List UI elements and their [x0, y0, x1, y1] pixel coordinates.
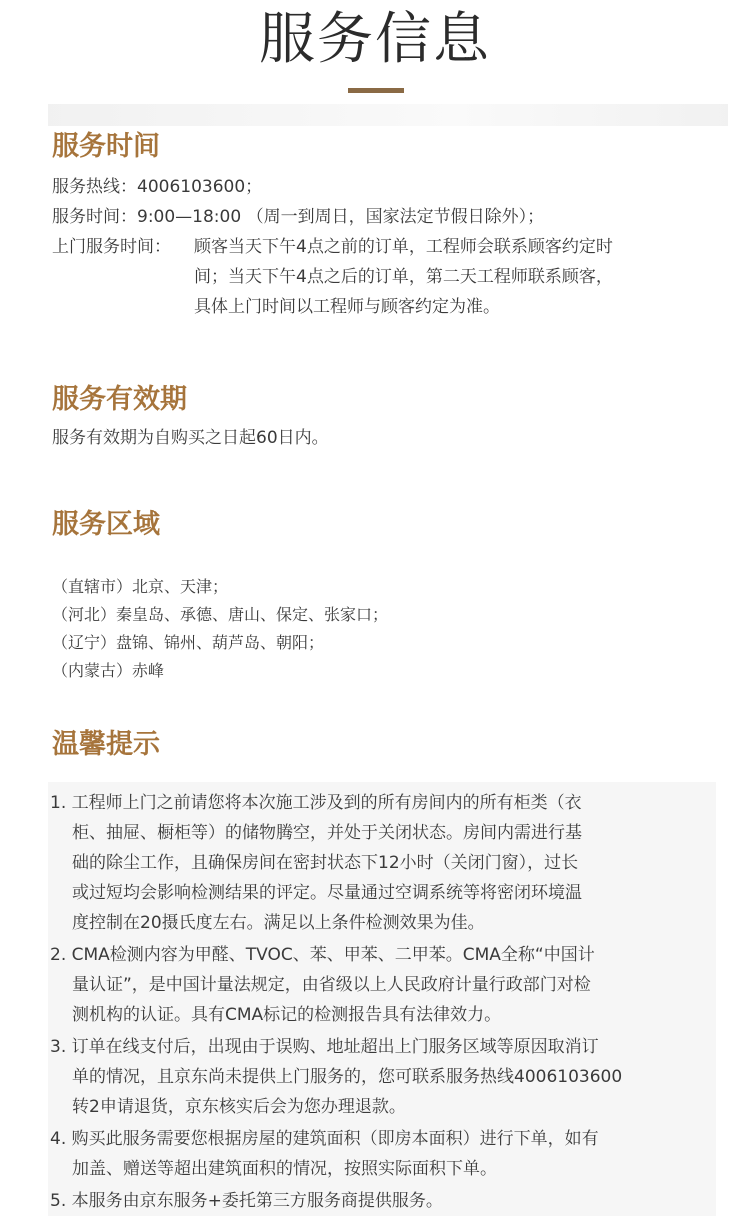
tip-line: 加盖、赠送等超出建筑面积的情况，按照实际面积下单。: [72, 1159, 497, 1179]
tips-heading: 温馨提示: [52, 729, 160, 760]
title-underline: [348, 88, 404, 93]
hotline-value: 4006103600；: [137, 177, 263, 197]
hotline-row: [52, 172, 262, 202]
tip-line: 度控制在20摄氏度左右。满足以上条件检测效果为佳。: [72, 913, 485, 933]
tip-line: 1. 工程师上门之前请您将本次施工涉及到的所有房间内的所有柜类（衣: [50, 793, 582, 813]
hours-row: [52, 202, 544, 232]
visit-line: 间；当天下午4点之后的订单，第二天工程师联系顾客，: [194, 267, 613, 287]
area-line: （直辖市）北京、天津；: [52, 577, 229, 596]
hours-value: 9:00—18:00 （周一到周日，国家法定节假日除外）；: [137, 207, 545, 227]
tip-line: 或过短均会影响检测结果的评定。尽量通过空调系统等将密闭环境温: [72, 883, 582, 903]
area-line: （辽宁）盘锦、锦州、葫芦岛、朝阳；: [52, 633, 325, 652]
visit-line: 具体上门时间以工程师与顾客约定为准。: [194, 297, 500, 317]
validity-heading: 服务有效期: [52, 384, 187, 415]
visit-line: 顾客当天下午4点之前的订单，工程师会联系顾客约定时: [194, 237, 613, 257]
tip-line: 5. 本服务由京东服务+委托第三方服务商提供服务。: [50, 1191, 443, 1211]
tip-line: 2. CMA检测内容为甲醛、TVOC、苯、甲苯、二甲苯。CMA全称“中国计: [50, 945, 595, 965]
hotline-label: 服务热线：: [52, 177, 137, 197]
tip-line: 转2申请退货，京东核实后会为您办理退款。: [72, 1097, 406, 1117]
tips-panel: [48, 782, 716, 1216]
tip-line: 3. 订单在线支付后，出现由于误购、地址超出上门服务区域等原因取消订: [50, 1037, 599, 1057]
tip-line: 4. 购买此服务需要您根据房屋的建筑面积（即房本面积）进行下单，如有: [50, 1129, 599, 1149]
tip-line: 柜、抽屉、橱柜等）的储物腾空，并处于关闭状态。房间内需进行基: [72, 823, 582, 843]
hours-label: 服务时间：: [52, 207, 137, 227]
area-line: （内蒙古）赤峰: [52, 661, 165, 680]
tip-line: 量认证”，是中国计量法规定，由省级以上人民政府计量行政部门对检: [72, 975, 591, 995]
tip-line: 单的情况，且京东尚未提供上门服务的，您可联系服务热线4006103600: [72, 1067, 623, 1087]
visit-label: 上门服务时间：: [52, 237, 171, 257]
tip-line: 础的除尘工作，且确保房间在密封状态下12小时（关闭门窗），过长: [72, 853, 579, 873]
faded-background-strip: [48, 104, 728, 126]
tip-line: 测机构的认证。具有CMA标记的检测报告具有法律效力。: [72, 1005, 502, 1025]
page-title: 服务信息: [259, 7, 491, 72]
area-line: （河北）秦皇岛、承德、唐山、保定、张家口；: [52, 605, 389, 624]
validity-text: 服务有效期为自购买之日起60日内。: [52, 428, 329, 448]
area-heading: 服务区域: [52, 509, 160, 540]
service-time-heading: 服务时间: [52, 131, 160, 162]
